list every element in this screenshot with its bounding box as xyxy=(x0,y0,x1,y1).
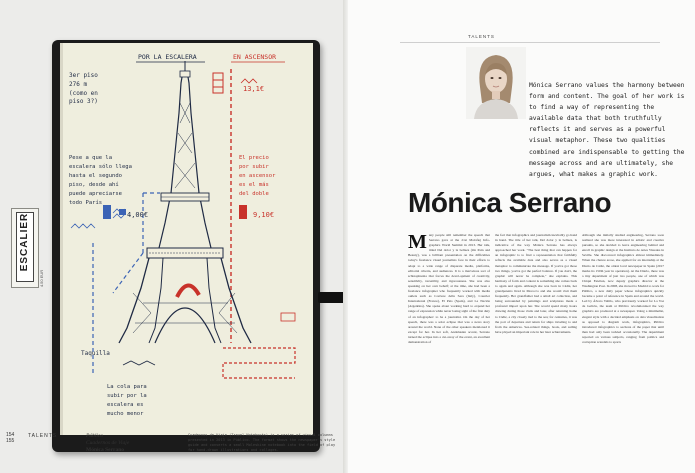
floor-note-2: piso 3?) xyxy=(69,98,98,105)
svg-text:El precio: El precio xyxy=(239,155,269,161)
svg-text:puede apreciarse: puede apreciarse xyxy=(69,191,122,197)
footer-section: TALENTS xyxy=(28,433,58,439)
intro-paragraph: Mónica Serrano values the harmony between form and content. The goal of her work is to find a way of representing the available data that both truthfully reflects it and serves as a powerful visual metaphor. These two qualities combined are indispensable to getting the message across and are ultimately, she argues, what makes a graphic work. xyxy=(529,82,685,178)
page-numbers xyxy=(6,432,14,444)
svg-text:hasta el segundo: hasta el segundo xyxy=(69,173,122,179)
floor-note-1: (como en xyxy=(69,90,98,97)
svg-text:todo París: todo París xyxy=(69,200,103,206)
image-credit xyxy=(86,433,129,454)
stairs-note xyxy=(69,155,132,206)
credit-publication: Público xyxy=(86,433,104,439)
page-number-left: 154 xyxy=(6,432,15,438)
section-label: TALENTS xyxy=(468,34,495,39)
page-number-right: 155 xyxy=(6,438,15,444)
svg-text:es el más: es el más xyxy=(239,182,269,188)
drop-cap: M xyxy=(408,233,427,253)
body-column-2: the fact that infographics and journalism inevitably go hand in hand. The title of her talk, Del dolor y la belleza, is indicative of the way Mónica Serrano has always approached her work. "The best thing that can happen for an infographic is to find a representation that faithfully reflects the available data and also serves as a visual metaphor to communicate the message. If you've got those two things, you've got the perfect balance. If you don't, the graphic will never be complete," she explains. This harmony of form and content is something she comes back to again and again. Although she was born in Cádiz, her grandparents lived in Morocco and she would visit them frequently. Her grandfather had a small art collection, and being surrounded by paintings and sculptures made a profound impact upon her. She would spend many hours drawing during those visits and later, after returning home to Cádiz, a city closely tied to the sea; for centuries, it was the port of departure and return for ships traveling to and from the Americas. Sea-related things, boats, and sailing have played an important role in her later achievements. xyxy=(495,233,577,334)
svg-text:por subir: por subir xyxy=(239,164,269,170)
lift-price: 13,1€ xyxy=(243,85,265,93)
notebook-elastic-band xyxy=(318,292,346,303)
ticket-small-text: 4.50 EUR xyxy=(39,269,45,288)
header-rule xyxy=(400,42,660,43)
lift-price-2: 9,10€ xyxy=(253,211,275,219)
article-title: Mónica Serrano xyxy=(408,187,612,218)
ticket-label: ESCALIER xyxy=(19,212,30,272)
svg-text:Pese a que la: Pese a que la xyxy=(69,155,113,161)
svg-text:escalera es: escalera es xyxy=(107,402,144,408)
credit-author: Mónica Serrano xyxy=(86,447,125,453)
eiffel-tower-illustration xyxy=(63,43,313,435)
credit-series: Cuadernos de Viaje xyxy=(86,440,130,446)
svg-text:subir por la: subir por la xyxy=(107,393,147,399)
svg-text:mucho menor: mucho menor xyxy=(107,411,144,417)
body-column-1 xyxy=(408,233,490,465)
body-column-1-text: any people still remember the speech that Serrano gave at the 21st Malofiej Info-graphics World Summit in 2013. Her talk, titled Del dolor y la belleza (On Pain and Beauty), was a brilliant presentation on the difficulties today's freelance visual journalists face in their efforts to adapt to a wide range of disparate media, platforms, editorial criteria, and audiences. It is a marvelous sort of schizophrenia that forces the devel-opment of creativity, sensitivity, versatility, and rigorousness. She was also speaking on her own behalf; at the time, she had been a freelance infographer who frequently worked with media outlets such as Corriere della Sera (Italy), Courrier International (France), El País (Spain), and La Nación (Argentina). She spoke about working hard to expand her range of expression while never losing sight of the first duty of an infographer: to be a journalist. On the day of her speech, there was a solar eclipse that was a news story around the world. None of the other speakers mentioned it except for her. In her soft, Andalusian accent, Serrano turned the eclipse into a cut-away of the event, an excellent demonstration of xyxy=(408,233,490,344)
svg-text:en ascensor: en ascensor xyxy=(239,173,276,179)
stairs-price: 4,00€ xyxy=(127,211,149,219)
svg-text:escalera sólo llega: escalera sólo llega xyxy=(69,164,132,170)
portrait-photo xyxy=(466,47,526,119)
ticket-office-label: Taquilla xyxy=(81,350,110,357)
lift-note xyxy=(239,155,276,197)
floor-height: 276 m xyxy=(69,81,88,88)
queue-note xyxy=(107,384,147,417)
stairs-heading: POR LA ESCALERA xyxy=(138,53,197,61)
floor-label: 3er piso xyxy=(69,72,98,79)
body-column-3: Although she initially studied engineering, Serrano soon realized she was more interested in artistic and creative pursuits, so she decided to leave engineering behind and enroll in graphic design at the Instituto de Artes Visuales in Seville. She discovered infographics almost immediately. When the chance arose, she applied for an internship at the Diario de Cádiz, the oldest local newspaper in Spain (2017 marks its 150th year in operation). At the Diario, there was a tiny department of just two people, one of which was Chiqui Esteban, now deputy graphics director at the Washington Post. In 2008, she moved to Madrid to work for Público, a new daily paper whose infographics quickly became a point of reference in Spain and around the world. Led by Álvaro Valiño, who previously worked for La Voz de Galicia, the team at Público revolutionized the way graphics are produced at a newspaper. Using a minimalist, elegant style with a decided emphasis on data visualization as opposed to diagram work, infographics, Público introduced infographics to sections of the paper that until then had only been tackled occasionally. The department reported on various subjects, ranging from politics and corruption scandals to sports xyxy=(582,233,664,344)
svg-text:piso, desde ahí: piso, desde ahí xyxy=(69,182,119,188)
image-caption: Cuadernos de Viaje (Travel Notebooks) is a series of visual columns presented in 2013 in Público. The format shows the newspaper's style guide and converts a small Moleskine notebook into the field of play for hand-drawn illustrations and collages. xyxy=(188,433,336,452)
svg-text:del doble: del doble xyxy=(239,191,269,197)
svg-text:La cola para: La cola para xyxy=(107,384,147,390)
lift-heading: EN ASCENSOR xyxy=(233,53,277,61)
